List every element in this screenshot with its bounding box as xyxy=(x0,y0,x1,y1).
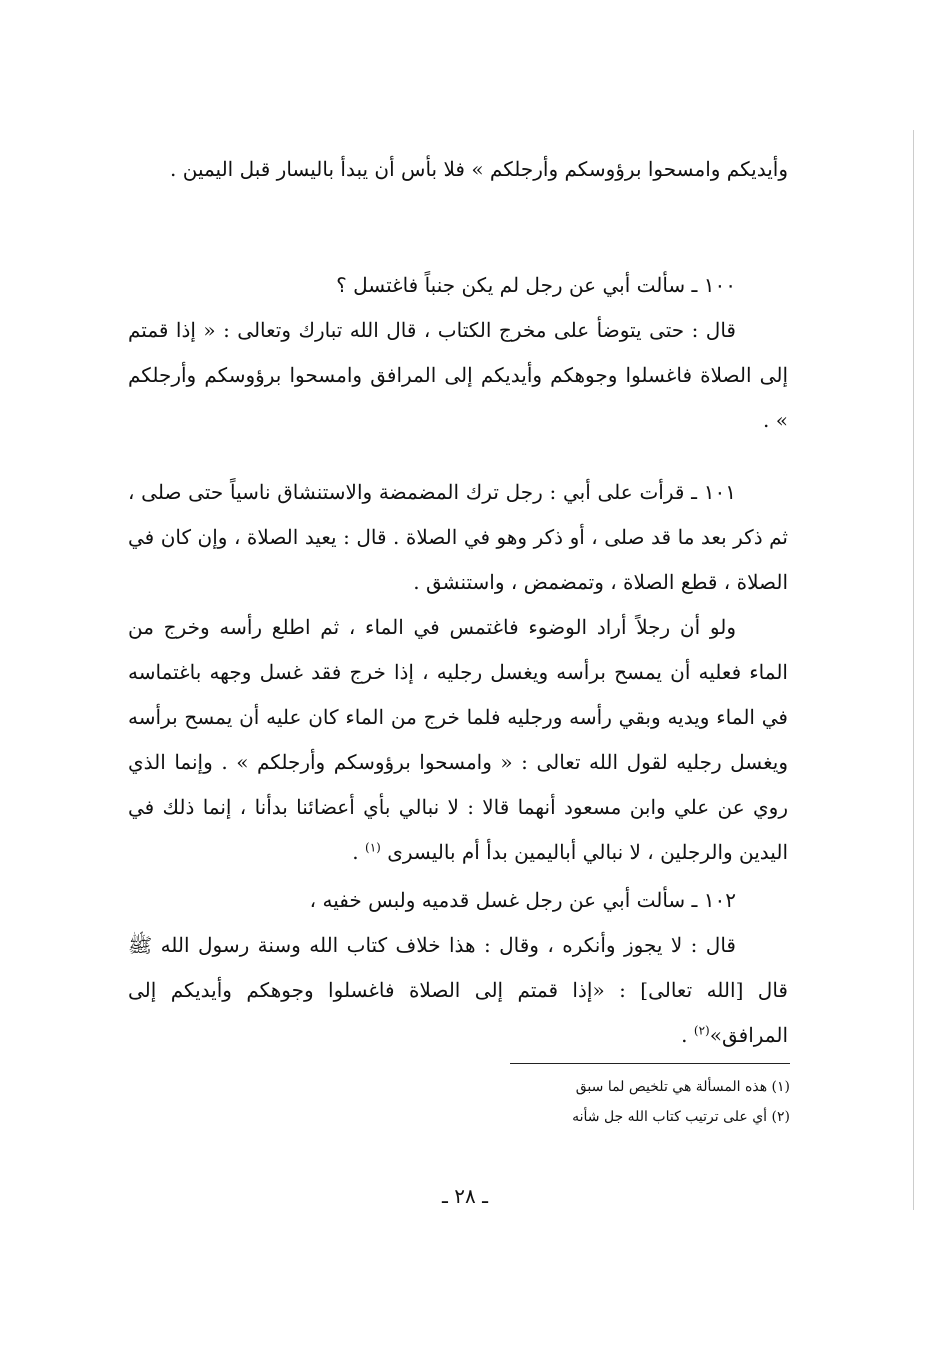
question-101-text: ١٠١ ـ قرأت على أبي : رجل ترك المضمضة والاستنشاق ناسياً حتى صلى ، ثم ذكر بعد ما قد صلى ، أو ذكر وهو في الصلاة . قال : يعيد الصلاة ، وإن كان في الصلاة ، قطع الصلاة ، وتمضمض ، واستنشق . xyxy=(128,480,788,594)
question-102-answer-text: قال : لا يجوز وأنكره ، وقال : هذا خلاف كتاب الله وسنة رسول الله ﷺ قال [الله تعالى] : «إذا قمتم إلى الصلاة فاغسلوا وجوهكم وأيديكم إلى المرافق» xyxy=(128,933,788,1047)
question-101-paragraph xyxy=(128,605,788,875)
footnote-ref-2[interactable]: (٢) xyxy=(693,1023,710,1038)
footnotes xyxy=(400,1072,790,1132)
question-101-paragraph-text: ولو أن رجلاً أراد الوضوء فاغتمس في الماء ، ثم اطلع رأسه وخرج من الماء فعليه أن يمسح برأسه ويغسل رجليه ، إذا خرج فقد غسل وجهه باغتماسه في الماء ويديه وبقي رأسه ورجليه فلما خرج من الماء كان عليه أن يمسح برأسه ويغسل رجليه لقول الله تعالى : « وامسحوا برؤوسكم وأرجلكم » . وإنما الذي روي عن علي وابن مسعود أنهما قالا : لا نبالي بأي أعضائنا بدأنا ، إنما ذلك في اليدين والرجلين ، لا نبالي أباليمين بدأ أم باليسرى xyxy=(128,615,788,864)
footnote-2: (٢) أي على ترتيب كتاب الله جل شأنه xyxy=(572,1109,790,1125)
intro-paragraph: وأيديكم وامسحوا برؤوسكم وأرجلكم » فلا بأس أن يبدأ باليسار قبل اليمين . xyxy=(170,157,788,181)
question-100-heading: ١٠٠ ـ سألت أبي عن رجل لم يكن جنباً فاغتسل ؟ xyxy=(336,273,736,297)
question-102-heading: ١٠٢ ـ سألت أبي عن رجل غسل قدميه ولبس خفيه ، xyxy=(309,888,736,912)
question-101-paragraph-end: . xyxy=(352,840,366,864)
question-102-answer xyxy=(128,923,788,1058)
footnote-1: (١) هذه المسألة هي تلخيص لما سبق xyxy=(575,1079,790,1095)
question-102-answer-end: . xyxy=(681,1023,694,1047)
intro-block xyxy=(128,147,788,192)
question-100-block xyxy=(128,263,788,443)
page-number: ـ ٢٨ ـ xyxy=(442,1184,488,1208)
question-101-block xyxy=(128,470,788,875)
question-100-answer: قال : حتى يتوضأ على مخرج الكتاب ، قال الله تبارك وتعالى : « إذا قمتم إلى الصلاة فاغسلوا وجوهكم وأيديكم إلى المرافق وامسحوا برؤوسكم وأرجلكم » . xyxy=(128,318,788,432)
footnote-separator xyxy=(510,1063,790,1064)
page-edge-line xyxy=(913,130,914,1210)
footnote-ref-1[interactable]: (١) xyxy=(365,840,381,855)
question-102-block xyxy=(128,878,788,1058)
